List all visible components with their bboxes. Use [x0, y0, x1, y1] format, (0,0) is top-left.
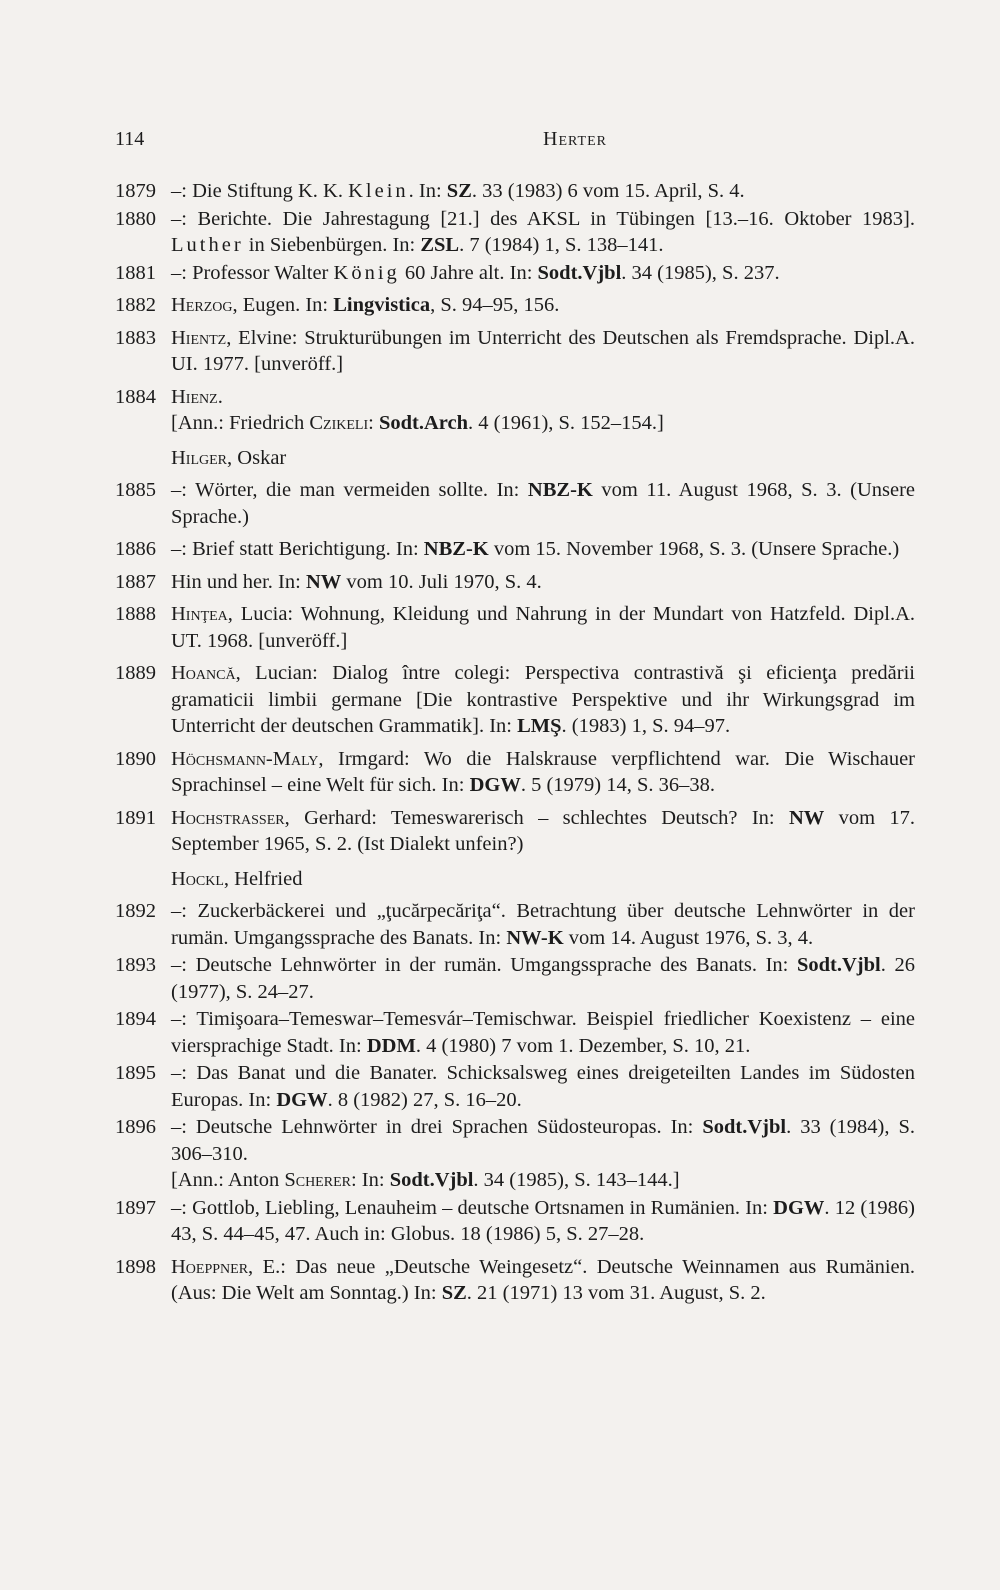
bibliography-entry	[115, 260, 915, 287]
entry-number: 1879	[115, 180, 156, 202]
author-heading: Hockl, Helfried	[171, 867, 303, 890]
entry-text: –: Gottlob, Liebling, Lenauheim – deutsche Ortsnamen in Rumänien. In: DGW. 12 (1986) 43, S. 44–45, 47. Auch in: Globus. 18 (1986) 5, S. 27–28.	[171, 1196, 916, 1245]
entry-text: Hin und her. In: NW vom 10. Juli 1970, S. 4.	[171, 570, 542, 593]
entry-text: –: Brief statt Berichtigung. In: NBZ-K vom 15. November 1968, S. 3. (Unsere Sprache.)	[171, 538, 900, 560]
entry-number: 1897	[115, 1196, 156, 1219]
entry-text: Hochstrasser, Gerhard: Temeswarerisch – schlechtes Deutsch? In: NW vom 17. September 1965, S. 2. (Ist Dialekt unfein?)	[171, 806, 915, 855]
entry-text: Hinţea, Lucia: Wohnung, Kleidung und Nahrung in der Mundart von Hatzfeld. Dipl.A. UT. 1968. [unveröff.]	[171, 603, 915, 652]
entry-number: 1881	[115, 261, 156, 284]
bibliography-entry	[115, 206, 915, 259]
bibliography-entry	[115, 1254, 915, 1307]
entry-text: –: Deutsche Lehnwörter in drei Sprachen Südosteuropas. In: Sodt.Vjbl. 33 (1984), S. 306–310. [Ann.: Anton Scherer: In: Sodt.Vjbl. 34 (1985), S. 143–144.]	[171, 1114, 915, 1194]
bibliography-entry	[115, 325, 915, 378]
bibliography-entry	[115, 1195, 915, 1248]
entry-number: 1887	[115, 570, 156, 593]
bibliography-entry	[115, 660, 915, 740]
page-number: 114	[115, 128, 145, 150]
bibliography-entry	[115, 292, 915, 319]
bibliography-entry	[115, 569, 915, 596]
entry-number: 1894	[115, 1008, 156, 1030]
bibliography-entry	[115, 601, 915, 654]
entry-number: 1884	[115, 385, 156, 408]
bibliography-entry	[115, 1006, 915, 1059]
entry-text: –: Berichte. Die Jahrestagung [21.] des AKSL in Tübingen [13.–16. Oktober 1983]. Luther in Siebenbürgen. In: ZSL. 7 (1984) 1, S. 138–141.	[171, 207, 915, 256]
bibliography-entry	[115, 898, 915, 951]
bibliography-entry	[115, 746, 915, 799]
entry-number: 1890	[115, 747, 156, 770]
entry-text: –: Das Banat und die Banater. Schicksalsweg eines dreigeteilten Landes im Südosten Europas. In: DGW. 8 (1982) 27, S. 16–20.	[171, 1062, 915, 1111]
page-header	[115, 128, 915, 158]
bibliography-entry	[115, 952, 915, 1005]
bibliography-entry	[115, 536, 915, 563]
entry-number: 1891	[115, 806, 156, 829]
entry-number: 1880	[115, 207, 156, 230]
entry-number: 1892	[115, 900, 156, 922]
entry-text: –: Professor Walter König 60 Jahre alt. In: Sodt.Vjbl. 34 (1985), S. 237.	[171, 261, 780, 284]
entry-text: Höchsmann-Maly, Irmgard: Wo die Halskrause verpflichtend war. Die Wischauer Sprachinsel – eine Welt für sich. In: DGW. 5 (1979) 14, S. 36–38.	[171, 747, 915, 796]
entry-number: 1898	[115, 1255, 156, 1278]
bibliography-entry	[115, 477, 915, 530]
entry-number: 1882	[115, 294, 156, 316]
entry-text: Hientz, Elvine: Strukturübungen im Unterricht des Deutschen als Fremdsprache. Dipl.A. UI. 1977. [unveröff.]	[171, 326, 915, 375]
bibliography-list	[115, 178, 915, 1313]
entry-number: 1889	[115, 662, 156, 684]
entry-number: 1886	[115, 538, 156, 560]
entry-text: Herzog, Eugen. In: Lingvistica, S. 94–95, 156.	[171, 294, 560, 316]
entry-text: Hoancă, Lucian: Dialog între colegi: Perspectiva contrastivă şi eficienţa predării gramaticii limbii germane [Die kontrastive Perspektive und ihr Wirkungsgrad im Unterricht der deutschen Grammatik]. In: LMŞ. (1983) 1, S. 94–97.	[171, 662, 915, 737]
entry-text: –: Die Stiftung K. K. Klein. In: SZ. 33 (1983) 6 vom 15. April, S. 4.	[171, 180, 745, 202]
entry-text: Hoeppner, E.: Das neue „Deutsche Weingesetz“. Deutsche Weinnamen aus Rumänien. (Aus: Die Welt am Sonntag.) In: SZ. 21 (1971) 13 vom 31. August, S. 2.	[171, 1255, 915, 1304]
entry-number: 1895	[115, 1062, 156, 1084]
entry-text: –: Zuckerbäckerei und „ţucărpecăriţa“. Betrachtung über deutsche Lehnwörter in der rumän. Umgangssprache des Banats. In: NW-K vom 14. August 1976, S. 3, 4.	[171, 900, 915, 949]
entry-number: 1896	[115, 1116, 156, 1138]
bibliography-entry	[115, 178, 915, 205]
entry-text: Hienz. [Ann.: Friedrich Czikeli: Sodt.Arch. 4 (1961), S. 152–154.]	[171, 384, 915, 437]
entry-number: 1883	[115, 326, 156, 349]
running-head: Herter	[543, 128, 607, 150]
bibliography-entry	[115, 805, 915, 858]
entry-number: 1888	[115, 603, 156, 625]
bibliography-entry	[115, 1060, 915, 1113]
author-heading: Hilger, Oskar	[171, 446, 287, 469]
entry-number: 1893	[115, 954, 156, 976]
annotation: [Ann.: Anton Scherer: In: Sodt.Vjbl. 34 (1985), S. 143–144.]	[171, 1169, 680, 1191]
bibliography-entry	[115, 384, 915, 437]
entry-number: 1885	[115, 479, 156, 501]
bibliography-entry	[115, 1114, 915, 1194]
annotation: [Ann.: Friedrich Czikeli: Sodt.Arch. 4 (1961), S. 152–154.]	[171, 412, 664, 434]
entry-text: –: Timişoara–Temeswar–Temesvár–Temischwar. Beispiel friedlicher Koexistenz – eine viersprachige Stadt. In: DDM. 4 (1980) 7 vom 1. Dezember, S. 10, 21.	[171, 1008, 915, 1057]
entry-text: –: Wörter, die man vermeiden sollte. In: NBZ-K vom 11. August 1968, S. 3. (Unsere Sprache.)	[171, 479, 915, 528]
entry-text: –: Deutsche Lehnwörter in der rumän. Umgangssprache des Banats. In: Sodt.Vjbl. 26 (1977), S. 24–27.	[171, 954, 915, 1003]
